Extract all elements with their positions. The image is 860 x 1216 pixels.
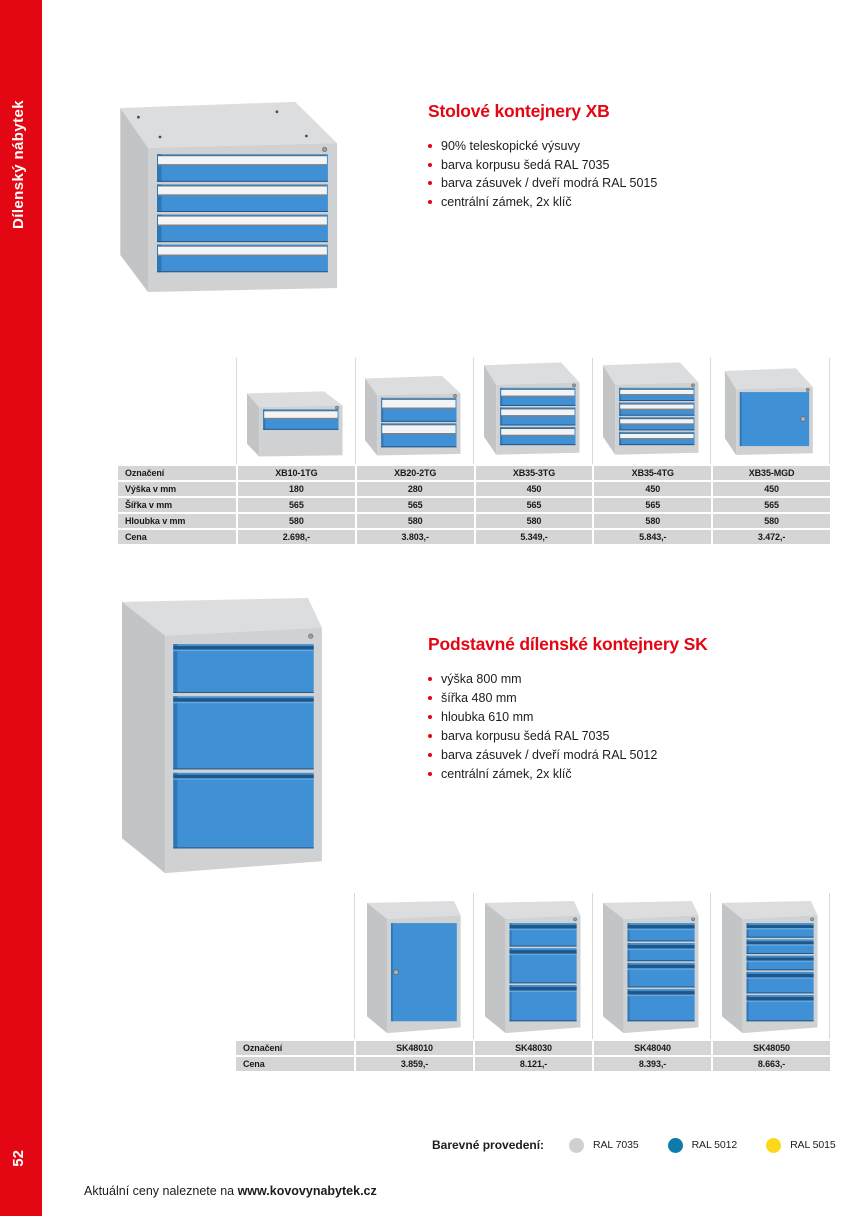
table-cell-code: XB35-4TG bbox=[594, 466, 711, 480]
drawer-bottom-edge bbox=[628, 960, 695, 961]
drawer-handle-shadow bbox=[501, 415, 574, 417]
section-xb bbox=[428, 101, 818, 211]
door-edge-shade bbox=[740, 392, 742, 446]
drawer-handle-top-line bbox=[383, 425, 456, 426]
table-cell-code: SK48010 bbox=[356, 1041, 473, 1055]
bullet-dot-icon bbox=[428, 200, 432, 204]
table-cell-price: 3.859,- bbox=[356, 1057, 473, 1071]
table-cell-depth_mm: 580 bbox=[476, 514, 593, 528]
table-cell-price: 3.472,- bbox=[713, 530, 830, 544]
drawer-groove-highlight bbox=[173, 650, 313, 652]
table-row-label: Označení bbox=[118, 466, 236, 480]
table-cell-height_mm: 450 bbox=[476, 482, 593, 496]
drawer-bottom-edge bbox=[628, 1020, 695, 1021]
drawer-handle-groove bbox=[747, 974, 814, 978]
drawer-front bbox=[173, 773, 313, 849]
drawer-handle-bar bbox=[620, 419, 693, 423]
drawer-handle-bar bbox=[501, 429, 574, 435]
cabinet-top-face bbox=[484, 362, 580, 384]
color-swatch bbox=[766, 1138, 836, 1153]
table-cell-price: 5.349,- bbox=[476, 530, 593, 544]
drawer-groove-highlight bbox=[747, 1001, 814, 1003]
table-cell-height_mm: 180 bbox=[238, 482, 355, 496]
table-cell-depth_mm: 580 bbox=[713, 514, 830, 528]
drawer-handle-groove bbox=[628, 991, 695, 995]
thumbnail-row-sk bbox=[354, 893, 830, 1039]
bullet-dot-icon bbox=[428, 696, 432, 700]
drawer-handle-top-line bbox=[158, 155, 327, 156]
drawer-bottom-edge bbox=[747, 953, 814, 954]
cabinet-top-face bbox=[365, 376, 461, 395]
bullet-item bbox=[428, 765, 818, 784]
drawer-handle-bar bbox=[620, 405, 693, 409]
drawer-bottom-edge bbox=[157, 271, 328, 272]
table-cell-depth_mm: 580 bbox=[357, 514, 474, 528]
bullet-item bbox=[428, 689, 818, 708]
drawer-handle-groove bbox=[628, 965, 695, 969]
screw-dot bbox=[159, 136, 162, 139]
product-thumbnail-XB10-1TG bbox=[236, 358, 355, 464]
table-cell-code: XB35-3TG bbox=[476, 466, 593, 480]
table-cell-code: XB35-MGD bbox=[713, 466, 830, 480]
drawer-bottom-edge bbox=[619, 415, 694, 416]
bullet-item bbox=[428, 156, 818, 175]
drawer-groove-highlight bbox=[747, 961, 814, 963]
cabinet-side-face bbox=[722, 903, 743, 1033]
drawer-side-shade bbox=[173, 696, 177, 769]
drawer-handle-groove bbox=[509, 925, 576, 929]
drawer-handle-top-line bbox=[620, 433, 693, 434]
table-cell-height_mm: 450 bbox=[713, 482, 830, 496]
swatch-circle-icon bbox=[766, 1138, 781, 1153]
cabinet-door bbox=[391, 923, 457, 1021]
table-cell-depth_mm: 580 bbox=[238, 514, 355, 528]
cabinet-illustration-XB35-MGD bbox=[724, 365, 816, 461]
product-thumbnail-SK48010 bbox=[354, 893, 473, 1039]
swatch-circle-icon bbox=[569, 1138, 584, 1153]
bullet-text: výška 800 mm bbox=[441, 672, 522, 686]
drawer-handle-groove bbox=[173, 646, 313, 650]
drawer-handle-groove bbox=[628, 945, 695, 949]
product-thumbnail-XB35-3TG bbox=[473, 358, 592, 464]
drawer-handle-bar bbox=[620, 390, 693, 394]
cabinet-illustration-XB35-3TG bbox=[483, 359, 583, 461]
footer-website: www.kovovynabytek.cz bbox=[237, 1184, 377, 1198]
drawer-handle-shadow bbox=[158, 225, 327, 227]
drawer-handle-top-line bbox=[501, 409, 574, 410]
drawer-bottom-edge bbox=[157, 241, 328, 242]
bullet-text: hloubka 610 mm bbox=[441, 710, 534, 724]
bullet-dot-icon bbox=[428, 734, 432, 738]
cabinet-illustration-XB20-2TG bbox=[364, 373, 464, 461]
bullet-dot-icon bbox=[428, 753, 432, 757]
bullet-dot-icon bbox=[428, 181, 432, 185]
central-lock-icon bbox=[335, 406, 338, 409]
drawer-handle-bar bbox=[158, 156, 327, 164]
central-lock-icon bbox=[454, 394, 457, 397]
drawer-handle-groove bbox=[747, 997, 814, 1001]
central-lock-icon bbox=[309, 634, 313, 638]
drawer-handle-shadow bbox=[620, 438, 693, 440]
drawer-handle-shadow bbox=[264, 418, 337, 420]
cabinet-illustration-SK48050 bbox=[721, 900, 819, 1036]
product-table-sk bbox=[236, 1041, 830, 1071]
drawer-handle-bar bbox=[383, 400, 456, 408]
cabinet-illustration-XB35-4TG bbox=[602, 359, 702, 461]
drawer-front bbox=[173, 644, 313, 693]
bullet-text: barva zásuvek / dveří modrá RAL 5015 bbox=[441, 176, 658, 190]
bullet-item bbox=[428, 727, 818, 746]
table-cell-price: 8.121,- bbox=[475, 1057, 592, 1071]
table-cell-price: 5.843,- bbox=[594, 530, 711, 544]
thumbnail-row-xb bbox=[236, 358, 830, 464]
drawer-bottom-edge bbox=[628, 940, 695, 941]
central-lock-icon bbox=[692, 918, 695, 921]
product-thumbnail-XB35-MGD bbox=[710, 358, 830, 464]
drawer-bottom-edge bbox=[382, 446, 457, 447]
color-legend bbox=[432, 1137, 836, 1153]
drawer-bottom-edge bbox=[157, 181, 328, 182]
screw-dot bbox=[276, 110, 279, 113]
drawer-handle-top-line bbox=[620, 404, 693, 405]
table-cell-width_mm: 565 bbox=[476, 498, 593, 512]
drawer-handle-bar bbox=[158, 186, 327, 194]
bullet-item bbox=[428, 137, 818, 156]
product-thumbnail-XB35-4TG bbox=[592, 358, 711, 464]
cabinet-side-face bbox=[603, 903, 624, 1033]
drawer-handle-top-line bbox=[158, 246, 327, 247]
bullet-dot-icon bbox=[428, 144, 432, 148]
table-cell-code: XB10-1TG bbox=[238, 466, 355, 480]
drawer-handle-groove bbox=[173, 775, 313, 779]
bullet-item bbox=[428, 174, 818, 193]
drawer-handle-top-line bbox=[501, 428, 574, 429]
door-lock-icon bbox=[801, 417, 806, 422]
drawer-handle-groove bbox=[747, 958, 814, 961]
drawer-handle-top-line bbox=[383, 399, 456, 400]
drawer-groove-highlight bbox=[173, 778, 313, 780]
drawer-handle-shadow bbox=[158, 194, 327, 196]
bullet-item bbox=[428, 708, 818, 727]
drawer-groove-highlight bbox=[628, 968, 695, 970]
bullet-text: šířka 480 mm bbox=[441, 691, 517, 705]
door-edge-shade bbox=[391, 923, 393, 1021]
table-cell-height_mm: 450 bbox=[594, 482, 711, 496]
drawer-handle-bar bbox=[501, 390, 574, 396]
drawer-groove-highlight bbox=[747, 977, 814, 979]
table-cell-height_mm: 280 bbox=[357, 482, 474, 496]
product-thumbnail-SK48040 bbox=[592, 893, 711, 1039]
table-cell-price: 8.663,- bbox=[713, 1057, 830, 1071]
drawer-handle-top-line bbox=[264, 411, 337, 412]
table-cell-price: 3.803,- bbox=[357, 530, 474, 544]
bullet-text: barva zásuvek / dveří modrá RAL 5012 bbox=[441, 748, 658, 762]
drawer-bottom-edge bbox=[747, 992, 814, 993]
drawer-handle-shadow bbox=[501, 435, 574, 437]
drawer-handle-shadow bbox=[383, 433, 456, 435]
drawer-bottom-edge bbox=[509, 946, 576, 947]
table-cell-code: SK48030 bbox=[475, 1041, 592, 1055]
drawer-handle-shadow bbox=[620, 423, 693, 425]
drawer-bottom-edge bbox=[619, 400, 694, 401]
drawer-handle-groove bbox=[509, 950, 576, 954]
table-cell-width_mm: 565 bbox=[594, 498, 711, 512]
table-cell-width_mm: 565 bbox=[713, 498, 830, 512]
table-row-label: Cena bbox=[118, 530, 236, 544]
drawer-bottom-edge bbox=[500, 405, 575, 406]
central-lock-icon bbox=[573, 918, 576, 921]
drawer-bottom-edge bbox=[263, 429, 338, 430]
drawer-side-shade bbox=[173, 644, 177, 693]
drawer-handle-bar bbox=[501, 409, 574, 415]
cabinet-side-face bbox=[485, 903, 506, 1033]
swatch-circle-icon bbox=[668, 1138, 683, 1153]
screw-dot bbox=[305, 135, 308, 138]
table-row-label: Šířka v mm bbox=[118, 498, 236, 512]
drawer-bottom-edge bbox=[747, 1020, 814, 1021]
drawer-handle-top-line bbox=[620, 418, 693, 419]
drawer-handle-shadow bbox=[158, 255, 327, 257]
table-row-label: Cena bbox=[236, 1057, 354, 1071]
drawer-bottom-edge bbox=[173, 768, 313, 769]
drawer-groove-highlight bbox=[747, 928, 814, 930]
central-lock-icon bbox=[806, 388, 809, 391]
table-row-label: Označení bbox=[236, 1041, 354, 1055]
drawer-handle-groove bbox=[628, 925, 695, 929]
swatch-name: RAL 5015 bbox=[790, 1139, 836, 1151]
drawer-groove-highlight bbox=[173, 702, 313, 704]
drawer-bottom-edge bbox=[500, 444, 575, 445]
door-lock-icon bbox=[393, 970, 398, 975]
bullet-text: centrální zámek, 2x klíč bbox=[441, 194, 572, 209]
drawer-bottom-edge bbox=[509, 982, 576, 983]
color-legend-label: Barevné provedení: bbox=[432, 1138, 545, 1152]
drawer-groove-highlight bbox=[628, 929, 695, 931]
section-title-sk: Podstavné dílenské kontejnery SK bbox=[428, 634, 708, 654]
swatch-name: RAL 7035 bbox=[593, 1139, 639, 1151]
drawer-bottom-edge bbox=[619, 429, 694, 430]
drawer-bottom-edge bbox=[173, 847, 313, 848]
table-cell-depth_mm: 580 bbox=[594, 514, 711, 528]
bullet-dot-icon bbox=[428, 677, 432, 681]
cabinet-door bbox=[740, 392, 809, 446]
drawer-groove-highlight bbox=[509, 991, 576, 993]
bullet-list-xb bbox=[428, 137, 818, 211]
bullet-text: centrální zámek, 2x klíč bbox=[441, 767, 572, 781]
table-cell-code: SK48040 bbox=[594, 1041, 711, 1055]
bullet-text: barva korpusu šedá RAL 7035 bbox=[441, 729, 610, 743]
cabinet-side-face bbox=[122, 602, 165, 873]
drawer-handle-top-line bbox=[620, 389, 693, 390]
drawer-groove-highlight bbox=[509, 954, 576, 956]
drawer-handle-bar bbox=[620, 434, 693, 438]
cabinet-top-face bbox=[603, 362, 699, 384]
drawer-bottom-edge bbox=[157, 211, 328, 212]
table-cell-code: XB20-2TG bbox=[357, 466, 474, 480]
table-row-label: Výška v mm bbox=[118, 482, 236, 496]
section-sk bbox=[428, 634, 818, 784]
cabinet-illustration-SK48030 bbox=[484, 900, 582, 1036]
drawer-bottom-edge bbox=[619, 444, 694, 445]
section-title-xb: Stolové kontejnery XB bbox=[428, 101, 610, 121]
drawer-bottom-edge bbox=[500, 425, 575, 426]
bullet-dot-icon bbox=[428, 772, 432, 776]
drawer-bottom-edge bbox=[382, 421, 457, 422]
central-lock-icon bbox=[691, 384, 694, 387]
table-cell-width_mm: 565 bbox=[238, 498, 355, 512]
bullet-list-sk bbox=[428, 670, 818, 784]
bullet-text: 90% teleskopické výsuvy bbox=[441, 139, 580, 153]
drawer-handle-top-line bbox=[501, 389, 574, 390]
color-swatch bbox=[668, 1138, 738, 1153]
swatch-name: RAL 5012 bbox=[691, 1139, 738, 1151]
drawer-handle-groove bbox=[173, 698, 313, 702]
drawer-bottom-edge bbox=[747, 937, 814, 938]
drawer-bottom-edge bbox=[628, 987, 695, 988]
drawer-front bbox=[173, 696, 313, 769]
sidebar-category-title: Dílenský nábytek bbox=[10, 100, 27, 229]
cabinet-illustration-SK48040 bbox=[602, 900, 700, 1036]
sidebar-red-band bbox=[0, 0, 42, 1216]
drawer-handle-groove bbox=[747, 925, 814, 928]
drawer-handle-shadow bbox=[158, 164, 327, 166]
bullet-item bbox=[428, 193, 818, 212]
central-lock-icon bbox=[572, 384, 575, 387]
cabinet-side-face bbox=[367, 903, 387, 1033]
drawer-bottom-edge bbox=[509, 1020, 576, 1021]
hero-cabinet-xb bbox=[118, 95, 345, 305]
drawer-handle-shadow bbox=[620, 394, 693, 396]
drawer-groove-highlight bbox=[628, 995, 695, 997]
drawer-handle-bar bbox=[383, 425, 456, 433]
table-cell-price: 8.393,- bbox=[594, 1057, 711, 1071]
product-thumbnail-SK48050 bbox=[710, 893, 830, 1039]
footer-note bbox=[84, 1184, 377, 1198]
color-swatch bbox=[569, 1138, 639, 1153]
drawer-bottom-edge bbox=[747, 969, 814, 970]
cabinet-illustration-SK48010 bbox=[366, 900, 462, 1036]
drawer-handle-bar bbox=[158, 247, 327, 255]
page-number: 52 bbox=[10, 1150, 27, 1167]
bullet-item bbox=[428, 670, 818, 689]
cabinet-top-face bbox=[247, 391, 343, 407]
drawer-handle-shadow bbox=[501, 396, 574, 398]
drawer-handle-bar bbox=[158, 217, 327, 225]
drawer-groove-highlight bbox=[628, 949, 695, 951]
central-lock-icon bbox=[322, 147, 326, 151]
drawer-handle-top-line bbox=[158, 216, 327, 217]
hero-cabinet-sk bbox=[120, 596, 325, 879]
table-cell-width_mm: 565 bbox=[357, 498, 474, 512]
drawer-handle-bar bbox=[264, 411, 337, 418]
central-lock-icon bbox=[811, 918, 814, 921]
cabinet-top-face bbox=[120, 102, 337, 148]
hero-image-xb-container bbox=[118, 95, 345, 305]
bullet-dot-icon bbox=[428, 715, 432, 719]
drawer-handle-groove bbox=[747, 941, 814, 944]
cabinet-top-face bbox=[725, 368, 813, 389]
table-cell-price: 2.698,- bbox=[238, 530, 355, 544]
hero-image-sk-container bbox=[120, 596, 325, 879]
drawer-groove-highlight bbox=[509, 929, 576, 931]
drawer-groove-highlight bbox=[747, 944, 814, 946]
drawer-side-shade bbox=[173, 773, 177, 849]
drawer-handle-shadow bbox=[383, 408, 456, 410]
drawer-bottom-edge bbox=[173, 692, 313, 693]
bullet-text: barva korpusu šedá RAL 7035 bbox=[441, 157, 610, 172]
drawer-handle-groove bbox=[509, 987, 576, 991]
table-row-label: Hloubka v mm bbox=[118, 514, 236, 528]
product-thumbnail-SK48030 bbox=[473, 893, 592, 1039]
product-table-xb bbox=[118, 466, 830, 544]
drawer-handle-shadow bbox=[620, 409, 693, 411]
product-thumbnail-XB20-2TG bbox=[355, 358, 474, 464]
screw-dot bbox=[137, 116, 140, 119]
drawer-handle-top-line bbox=[158, 186, 327, 187]
bullet-item bbox=[428, 746, 818, 765]
footer-text: Aktuální ceny naleznete na bbox=[84, 1184, 238, 1198]
table-cell-code: SK48050 bbox=[713, 1041, 830, 1055]
cabinet-illustration-XB10-1TG bbox=[246, 389, 346, 461]
bullet-dot-icon bbox=[428, 163, 432, 167]
